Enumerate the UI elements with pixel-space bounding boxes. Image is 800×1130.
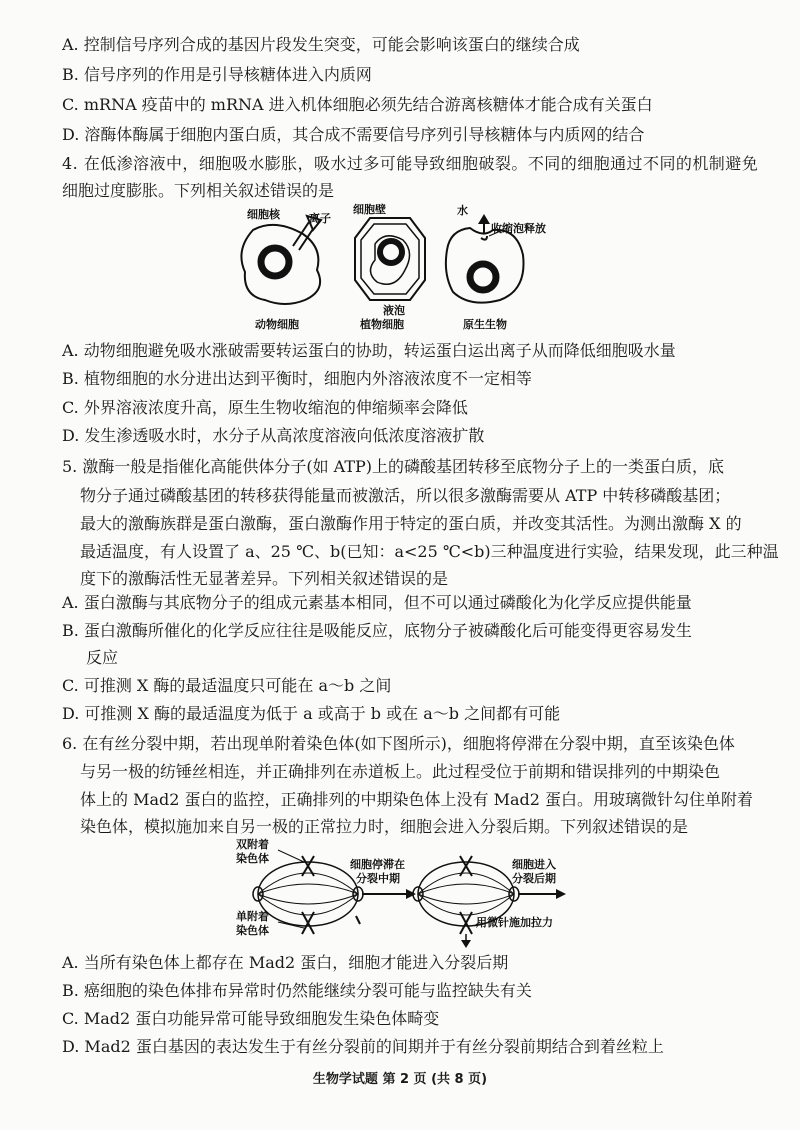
- label-double-2: 染色体: [236, 852, 269, 865]
- q6-mitosis-figure: [230, 838, 570, 948]
- q6-stem-line-1: 6. 在有丝分裂中期，若出现单附着染色体(如下图所示)，细胞将停滞在分裂中期，直至该染色体: [62, 734, 735, 753]
- q4-stem-line-2: 细胞过度膨胀。下列相关叙述错误的是: [62, 181, 335, 200]
- left-spindle-diagram: [236, 838, 363, 937]
- q5-option-c: C. 可推测 X 酶的最适温度只可能在 a～b 之间: [62, 676, 392, 695]
- q4-stem-line-1: 4. 在低渗溶液中，细胞吸水膨胀，吸水过多可能导致细胞破裂。不同的细胞通过不同的机制避免: [62, 154, 759, 173]
- label-stall-1: 细胞停滞在: [350, 858, 405, 871]
- q6-stem-line-2: 与另一极的纺锤丝相连，并正确排列在赤道板上。此过程受位于前期和错误排列的中期染色: [80, 762, 721, 781]
- q4-cell-figure: [225, 200, 565, 338]
- label-single-2: 染色体: [236, 924, 269, 937]
- caption-protist: 原生生物: [463, 318, 507, 331]
- q6-stem-line-4: 染色体，模拟施加来自另一极的正常拉力时，细胞会进入分裂后期。下列叙述错误的是: [80, 817, 689, 836]
- q3-option-b: B. 信号序列的作用是引导核糖体进入内质网: [62, 65, 372, 84]
- q6-option-d: D. Mad2 蛋白基因的表达发生于有丝分裂前的间期并于有丝分裂前期结合到着丝粒上: [62, 1037, 664, 1056]
- q3-option-c: C. mRNA 疫苗中的 mRNA 进入机体细胞必须先结合游离核糖体才能合成有关蛋白: [62, 95, 653, 114]
- q5-stem-line-2: 物分子通过磷酸基团的转移获得能量而被激活，所以很多激酶需要从 ATP 中转移磷酸基团；: [80, 486, 731, 505]
- caption-plant: 植物细胞: [360, 318, 404, 331]
- label-release: 收缩泡释放: [491, 222, 546, 235]
- protist-diagram: [446, 203, 546, 331]
- label-enter-1: 细胞进入: [512, 858, 556, 871]
- q3-option-d: D. 溶酶体酶属于细胞内蛋白质，其合成不需要信号序列引导核糖体与内质网的结合: [62, 125, 645, 144]
- label-needle: 用微针施加拉力: [476, 916, 553, 929]
- label-ion: 离子: [309, 212, 331, 225]
- label-stall-2: 分裂中期: [356, 872, 400, 885]
- label-double-1: 双附着: [236, 838, 269, 851]
- q4-option-b: B. 植物细胞的水分进出达到平衡时，细胞内外溶液浓度不一定相等: [62, 369, 532, 388]
- arrow-enter: [512, 857, 566, 899]
- page-footer: 生物学试题 第 2 页 (共 8 页): [312, 1072, 488, 1087]
- label-enter-2: 分裂后期: [512, 872, 556, 885]
- q4-option-c: C. 外界溶液浓度升高，原生生物收缩泡的伸缩频率会降低: [62, 398, 468, 417]
- label-wall: 细胞壁: [353, 203, 386, 216]
- label-water: 水: [457, 204, 468, 217]
- label-nucleus: 细胞核: [247, 208, 280, 221]
- label-vacuole: 液泡: [383, 304, 405, 317]
- animal-cell-diagram: [241, 207, 331, 331]
- q5-option-a: A. 蛋白激酶与其底物分子的组成元素基本相同，但不可以通过磷酸化为化学反应提供能量: [62, 593, 692, 612]
- q4-option-d: D. 发生渗透吸水时，水分子从高浓度溶液向低浓度溶液扩散: [62, 426, 485, 445]
- q5-stem-line-3: 最大的激酶族群是蛋白激酶，蛋白激酶作用于特定的蛋白质，并改变其活性。为测出激酶 X 的: [80, 514, 742, 533]
- label-single-1: 单附着: [236, 910, 269, 923]
- q6-option-b: B. 癌细胞的染色体排布异常时仍然能继续分裂可能与监控缺失有关: [62, 981, 532, 1000]
- caption-animal: 动物细胞: [255, 318, 299, 331]
- q5-option-b-line-1: B. 蛋白激酶所催化的化学反应往往是吸能反应，底物分子被磷酸化后可能变得更容易发生: [62, 621, 692, 640]
- q6-stem-line-3: 体上的 Mad2 蛋白的监控，正确排列的中期染色体上没有 Mad2 蛋白。用玻璃微针勾住单附着: [80, 790, 754, 809]
- plant-cell-diagram: [353, 202, 425, 331]
- q5-stem-line-1: 5. 激酶一般是指催化高能供体分子(如 ATP)上的磷酸基团转移至底物分子上的一类蛋白质，底: [62, 457, 725, 476]
- q5-stem-line-4: 最适温度，有人设置了 a、25 ℃、b(已知：a<25 ℃<b)三种温度进行实验，结果发现，此三种温: [80, 542, 779, 561]
- q5-option-b-line-2: 反应: [86, 648, 119, 667]
- q6-option-a: A. 当所有染色体上都存在 Mad2 蛋白，细胞才能进入分裂后期: [62, 953, 509, 972]
- q6-option-c: C. Mad2 蛋白功能异常可能导致细胞发生染色体畸变: [62, 1009, 440, 1028]
- q5-stem-line-5: 度下的激酶活性无显著差异。下列相关叙述错误的是: [80, 569, 449, 588]
- arrow-stall: [350, 857, 416, 924]
- q4-option-a: A. 动物细胞避免吸水涨破需要转运蛋白的协助，转运蛋白运出离子从而降低细胞吸水量: [62, 341, 676, 360]
- q5-option-d: D. 可推测 X 酶的最适温度为低于 a 或高于 b 或在 a～b 之间都有可能: [62, 704, 561, 723]
- q3-option-a: A. 控制信号序列合成的基因片段发生突变，可能会影响该蛋白的继续合成: [62, 35, 580, 54]
